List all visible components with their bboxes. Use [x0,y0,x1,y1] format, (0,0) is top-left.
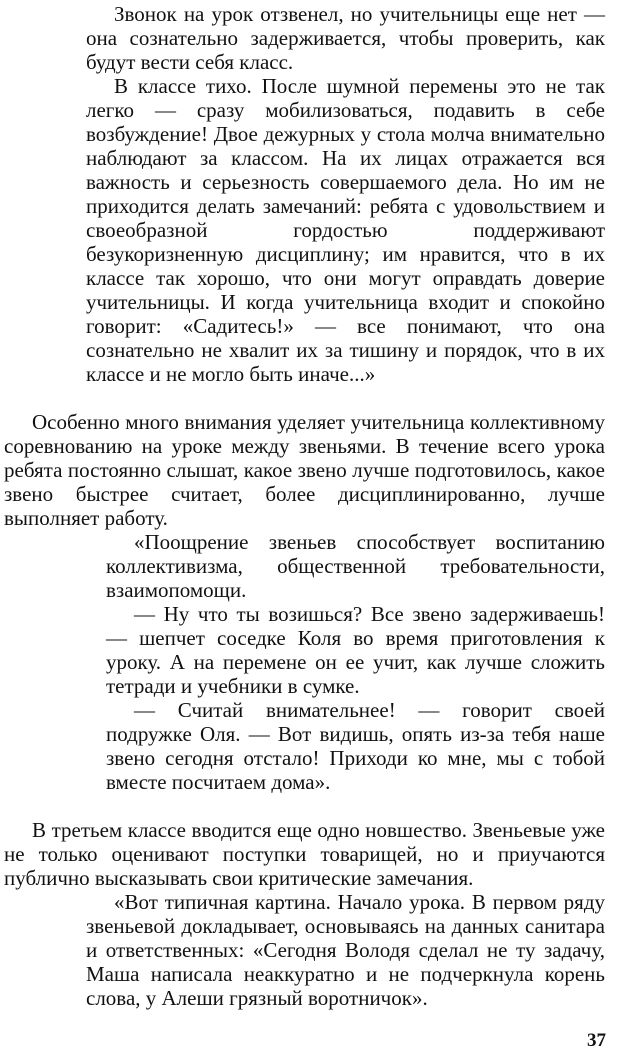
quote-block-2 [106,530,605,794]
quote-block-1 [86,2,605,386]
quote-2-paragraph-1: «Поощрение звеньев способствует воспитанию коллективизма, общественной требовательности, взаимопомощи. [106,530,605,602]
quote-1-paragraph-1: Звонок на урок отзвенел, но учительницы еще нет — она сознательно задерживается, чтобы проверить, как будут вести себя класс. [86,2,605,74]
main-paragraph-2-text: В третьем классе вводится еще одно новшество. Звеньевые уже не только оценивают поступки товарищей, но и приучаются публично высказывать свои критические замечания. [4,818,605,890]
main-paragraph-1-text: Особенно много внимания уделяет учительница коллективному соревнованию на уроке между звеньями. В течение всего урока ребята постоянно слышат, какое звено лучше подготовилось, какое звено быстрее считает, более дисциплинированно, лучше выполняет работу. [4,410,605,530]
quote-2-paragraph-2: — Ну что ты возишься? Все звено задерживаешь! — шепчет соседке Коля во время приготовления к уроку. А на перемене он ее учит, как лучше сложить тетради и учебники в сумке. [106,602,605,698]
quote-3-paragraph-1: «Вот типичная картина. Начало урока. В первом ряду звеньевой докладывает, основываясь на данных санитара и ответственных: «Сегодня Володя сделал не ту задачу, Маша написала неаккуратно и не подчеркнула корень слова, у Алеши грязный воротничок». [86,890,605,1010]
page-number: 37 [587,1030,606,1051]
quote-block-3 [86,890,605,1010]
quote-1-paragraph-2: В классе тихо. После шумной перемены это не так легко — сразу мобилизоваться, подавить в себе возбуждение! Двое дежурных у стола молча внимательно наблюдают за классом. На их лицах отражается вся важность и серьезность совершаемого дела. Но им не приходится делать замечаний: ребята с удовольствием и своеобразной гордостью поддерживают безукоризненную дисциплину; им нравится, что в их классе так хорошо, что они могут оправдать доверие учительницы. И когда учительница входит и спокойно говорит: «Садитесь!» — все понимают, что она сознательно не хвалит их за тишину и порядок, что в их классе и не могло быть иначе...» [86,74,605,386]
main-paragraph-2 [4,818,605,890]
main-paragraph-1 [4,410,605,530]
quote-2-paragraph-3: — Считай внимательнее! — говорит своей подружке Оля. — Вот видишь, опять из-за тебя наше звено сегодня отстало! Приходи ко мне, мы с тобой вместе посчитаем дома». [106,698,605,794]
